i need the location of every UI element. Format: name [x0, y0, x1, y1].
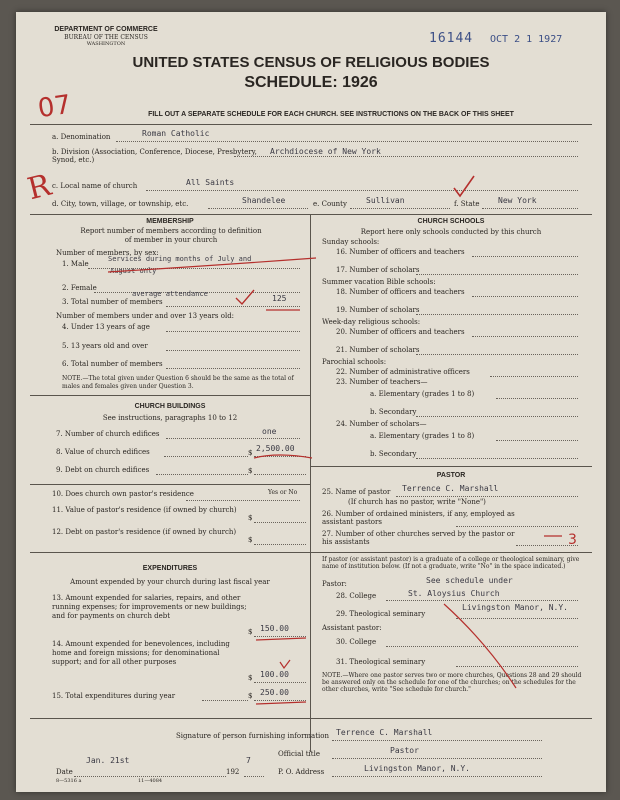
signature-value: Terrence C. Marshall: [336, 728, 433, 737]
q24-label: 24. Number of scholars—: [336, 420, 427, 428]
form-title: UNITED STATES CENSUS OF RELIGIOUS BODIES: [132, 54, 490, 71]
summer-label: Summer vacation Bible schools:: [322, 278, 436, 286]
official-title-value: Pastor: [390, 746, 419, 755]
city-value: Shandelee: [242, 196, 286, 205]
q19-label: 19. Number of scholars: [336, 306, 420, 314]
form-number: 8—5316 a: [56, 778, 82, 784]
q3-total-label: 3. Total number of members: [62, 298, 163, 306]
q1-note: Services during months of July and: [108, 255, 252, 263]
q8-label: 8. Value of church edifices: [56, 448, 150, 456]
q14-label: 14. Amount expended for benevolences, including home and foreign missions; for denominational support; and for all other purposes: [52, 640, 230, 666]
q11-label: 11. Value of pastor's residence (if owned by church): [52, 506, 237, 514]
membership-heading: MEMBERSHIP: [146, 218, 194, 225]
q12-dollar: $: [248, 536, 253, 544]
q31-label: 31. Theological seminary: [336, 658, 426, 666]
q2-female-label: 2. Female: [62, 284, 97, 292]
q28-label: 28. College: [336, 592, 377, 600]
membership-note: NOTE.—The total given under Question 6 should be the same as the total of males and females given under Question 3.: [62, 375, 294, 390]
local-name-value: All Saints: [186, 178, 235, 187]
denomination-label: a. Denomination: [52, 133, 111, 141]
value-underline: [254, 455, 312, 458]
q15-value: 250.00: [260, 688, 289, 697]
by-sex-label: Number of members, by sex:: [56, 249, 159, 257]
total-expense-underline: [256, 702, 306, 704]
q22-label: 22. Number of administrative officers: [336, 368, 470, 376]
local-name-label: c. Local name of church: [52, 182, 138, 190]
state-checkmark: [454, 176, 474, 196]
county-label: e. County: [313, 200, 347, 208]
q20-label: 20. Number of officers and teachers: [336, 328, 465, 336]
q29-value: Livingston Manor, N.Y.: [462, 603, 568, 612]
q17-label: 17. Number of scholars: [336, 266, 420, 274]
q1-note2: August only: [110, 267, 157, 275]
date-label: Date: [56, 768, 73, 776]
pastor-heading: PASTOR: [436, 472, 466, 479]
asst-pastor-label: Assistant pastor:: [322, 624, 382, 632]
q7-value: one: [262, 427, 277, 436]
red-r-mark: R: [24, 167, 55, 208]
q14-dollar: $: [248, 674, 253, 682]
po-address-label: P. O. Address: [278, 768, 325, 776]
division-underline: [108, 258, 316, 272]
q12-label: 12. Debt on pastor's residence (if owned by church): [52, 528, 237, 536]
q15-label: 15. Total expenditures during year: [52, 692, 176, 700]
q2-note: average attendance: [132, 290, 208, 298]
year-prefix: 192: [226, 768, 240, 776]
buildings-sub: See instructions, paragraphs 10 to 12: [102, 414, 238, 422]
q26-label: 26. Number of ordained ministers, if any, employed as assistant pastors: [322, 510, 515, 526]
q6-total-label: 6. Total number of members: [62, 360, 163, 368]
q25-note: (If church has no pastor, write "None"): [348, 498, 486, 506]
q13-dollar: $: [248, 628, 253, 636]
red-mark-07: 07: [36, 89, 74, 125]
q4-under13-label: 4. Under 13 years of age: [62, 323, 150, 331]
q8-value: 2,500.00: [256, 444, 295, 453]
q23-label: 23. Number of teachers—: [336, 378, 428, 386]
division-value: Archdiocese of New York: [270, 147, 381, 156]
q30-label: 30. College: [336, 638, 377, 646]
stamp-number: 16144: [429, 31, 474, 46]
q5-over13-label: 5. 13 years old and over: [62, 342, 148, 350]
q25-label: 25. Name of pastor: [322, 488, 391, 496]
q24a-label: a. Elementary (grades 1 to 8): [370, 432, 475, 440]
q25-value: Terrence C. Marshall: [402, 484, 499, 493]
signature-label: Signature of person furnishing information: [176, 732, 330, 740]
schools-intro: Report here only schools conducted by this church: [360, 228, 542, 236]
division-label: b. Division (Association, Conference, Diocese, Presbytery, Synod, etc.): [52, 148, 257, 164]
pastor-note: NOTE.—Where one pastor serves two or more churches, Questions 28 and 29 should be answered only on the schedule for one of the churches; on the schedules for the other churches, write "See schedule for church.": [322, 672, 582, 693]
print-number: 11—4084: [138, 778, 163, 784]
q27-label: 27. Number of other churches served by the pastor or his assistants: [322, 530, 515, 546]
state-label: f. State: [454, 200, 480, 208]
q11-dollar: $: [248, 514, 253, 522]
yes-no-hint: Yes or No: [268, 489, 298, 496]
q29-label: 29. Theological seminary: [336, 610, 426, 618]
city-label: d. City, town, village, or township, etc.: [52, 200, 189, 208]
q24b-label: b. Secondary: [370, 450, 417, 458]
pastor-see-schedule: See schedule under: [426, 576, 513, 585]
q28-value: St. Aloysius Church: [408, 589, 500, 598]
q13-label: 13. Amount expended for salaries, repairs, and other running expenses; for improvements or new buildings; and for payments on church debt: [52, 594, 247, 620]
state-value: New York: [498, 196, 537, 205]
year-value: 7: [246, 756, 251, 765]
red-pen-marks: [16, 12, 606, 792]
q3-total-value: 125: [272, 294, 287, 303]
pastor-sublabel: Pastor:: [322, 580, 347, 588]
form-subtitle: SCHEDULE: 1926: [244, 74, 378, 91]
q8-dollar: $: [248, 449, 253, 457]
weekday-label: Week-day religious schools:: [322, 318, 421, 326]
q16-label: 16. Number of officers and teachers: [336, 248, 465, 256]
membership-intro: Report number of members according to definition of member in your church: [80, 227, 262, 244]
q9-dollar: $: [248, 467, 253, 475]
q15-dollar: $: [248, 692, 253, 700]
stamp-date: OCT 2 1 1927: [490, 34, 563, 45]
separate-schedule-instruction: FILL OUT A SEPARATE SCHEDULE FOR EACH CHURCH. SEE INSTRUCTIONS ON THE BACK OF THIS SHEET: [148, 111, 514, 118]
q18-label: 18. Number of officers and teachers: [336, 288, 465, 296]
department-line: DEPARTMENT OF COMMERCE: [54, 26, 158, 33]
q14-value: 100.00: [260, 670, 289, 679]
expense-checkmark: [280, 660, 290, 668]
washington-line: WASHINGTON: [86, 41, 126, 47]
q13-value: 150.00: [260, 624, 289, 633]
schools-heading: CHURCH SCHOOLS: [417, 218, 485, 225]
attendance-checkmark: [236, 290, 254, 304]
q23a-label: a. Elementary (grades 1 to 8): [370, 390, 475, 398]
school-arrow-line: [444, 604, 516, 688]
census-form-page: [16, 12, 606, 792]
q10-label: 10. Does church own pastor's residence: [52, 490, 194, 498]
expenditures-heading: EXPENDITURES: [142, 565, 198, 572]
date-value: Jan. 21st: [86, 756, 130, 765]
graduate-note: If pastor (or assistant pastor) is a graduate of a college or theological seminary, give name of institution below. (If not a graduate, write "No" in the space indicated.): [322, 556, 580, 570]
q21-label: 21. Number of scholars: [336, 346, 420, 354]
bureau-line: BUREAU OF THE CENSUS: [64, 34, 148, 41]
county-value: Sullivan: [366, 196, 405, 205]
q23b-label: b. Secondary: [370, 408, 417, 416]
buildings-heading: CHURCH BUILDINGS: [134, 403, 206, 410]
under-over-label: Number of members under and over 13 years old:: [56, 312, 235, 320]
expense-underline: [256, 638, 306, 640]
expenditures-sub: Amount expended by your church during last fiscal year: [70, 578, 270, 586]
official-title-label: Official title: [278, 750, 320, 758]
q27-value: 3: [568, 532, 577, 548]
denomination-value: Roman Catholic: [142, 129, 210, 138]
po-address-value: Livingston Manor, N.Y.: [364, 764, 470, 773]
parochial-label: Parochial schools:: [322, 358, 387, 366]
q7-label: 7. Number of church edifices: [56, 430, 160, 438]
sunday-label: Sunday schools:: [322, 238, 380, 246]
q1-male-label: 1. Male: [62, 260, 89, 268]
q9-label: 9. Debt on church edifices: [56, 466, 150, 474]
